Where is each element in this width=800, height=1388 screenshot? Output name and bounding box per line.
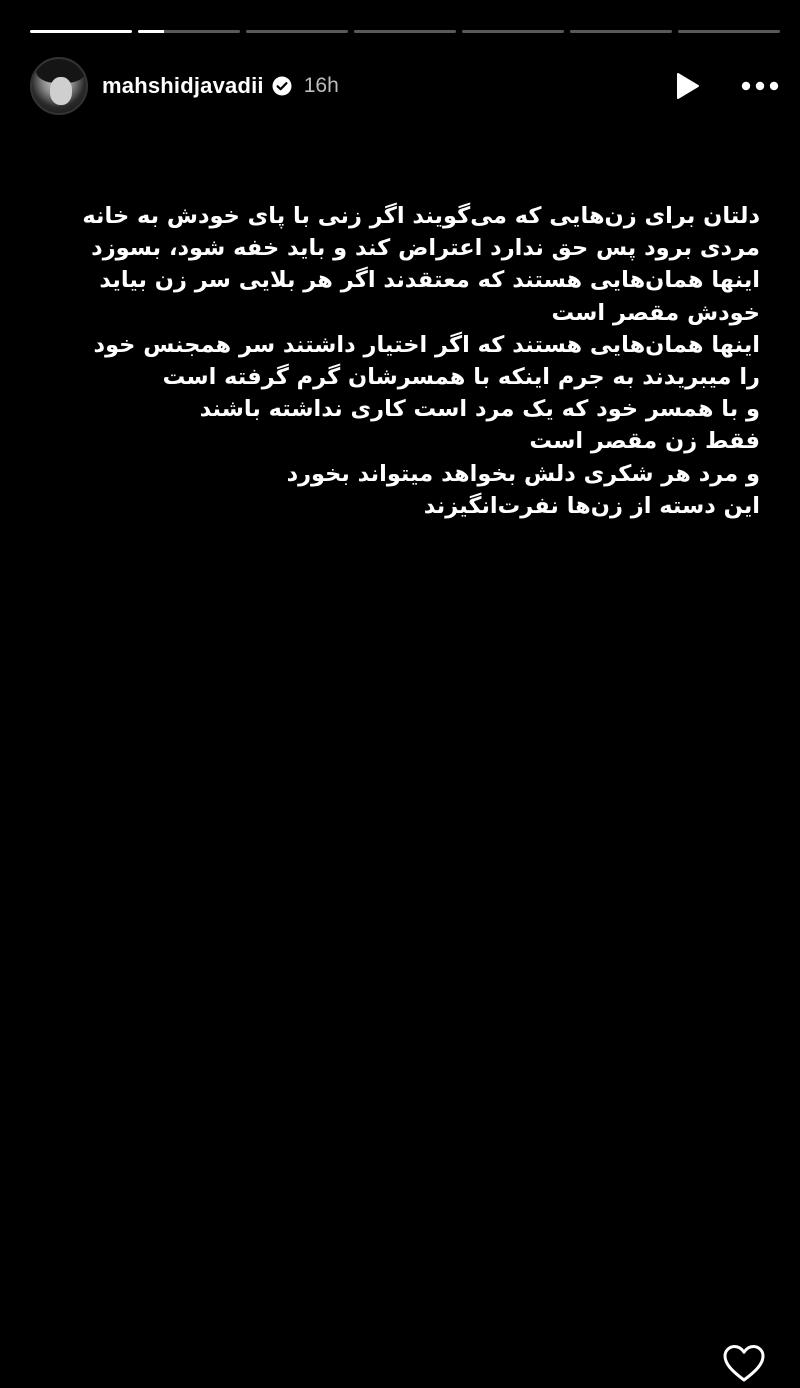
story-progress-segment	[462, 30, 564, 33]
story-text-line: خودش مقصر است	[551, 299, 760, 326]
story-progress-segment	[246, 30, 348, 33]
avatar[interactable]	[30, 57, 88, 115]
story-text-line: مردی برود پس حق ندارد اعتراض کند و باید خفه شود، بسوزد	[91, 235, 760, 262]
more-options-button[interactable]	[740, 69, 780, 103]
story-progress-segment	[678, 30, 780, 33]
story-progress-segment	[354, 30, 456, 33]
story-text-line: و مرد هر شکری دلش بخواهد میتواند بخورد	[286, 460, 760, 487]
story-text	[40, 200, 760, 522]
avatar-face	[50, 77, 72, 105]
heart-icon	[722, 1344, 766, 1384]
verified-badge-icon	[272, 76, 292, 96]
story-text-line: اینها همان‌هایی هستند که معتقدند اگر هر بلایی سر زن بیاید	[99, 267, 760, 294]
story-header	[30, 56, 780, 116]
story-progress-fill	[138, 30, 164, 33]
story-text-line: فقط زن مقصر است	[529, 428, 760, 455]
story-progress-segment	[138, 30, 240, 33]
play-button[interactable]	[670, 69, 704, 103]
story-text-line: اینها همان‌هایی هستند که اگر اختیار داشتند سر همجنس خود	[93, 331, 760, 358]
story-progress-bar	[30, 30, 780, 33]
play-icon	[674, 72, 700, 100]
story-timestamp: 16h	[303, 74, 339, 97]
story-text-line: را میبریدند به جرم اینکه با همسرشان گرم گرفته است	[162, 364, 760, 391]
like-button[interactable]	[722, 1344, 766, 1384]
story-text-line: دلتان برای زن‌هایی که می‌گویند اگر زنی با پای خودش به خانه	[82, 203, 760, 229]
story-progress-segment	[30, 30, 132, 33]
story-progress-fill	[30, 30, 132, 33]
story-progress-segment	[570, 30, 672, 33]
username-link[interactable]: mahshidjavadii	[102, 73, 264, 98]
more-horizontal-icon	[741, 81, 779, 91]
story-text-line: این دسته از زن‌ها نفرت‌انگیزند	[423, 492, 760, 519]
story-text-line: و با همسر خود که یک مرد است کاری نداشته باشند	[199, 396, 760, 423]
